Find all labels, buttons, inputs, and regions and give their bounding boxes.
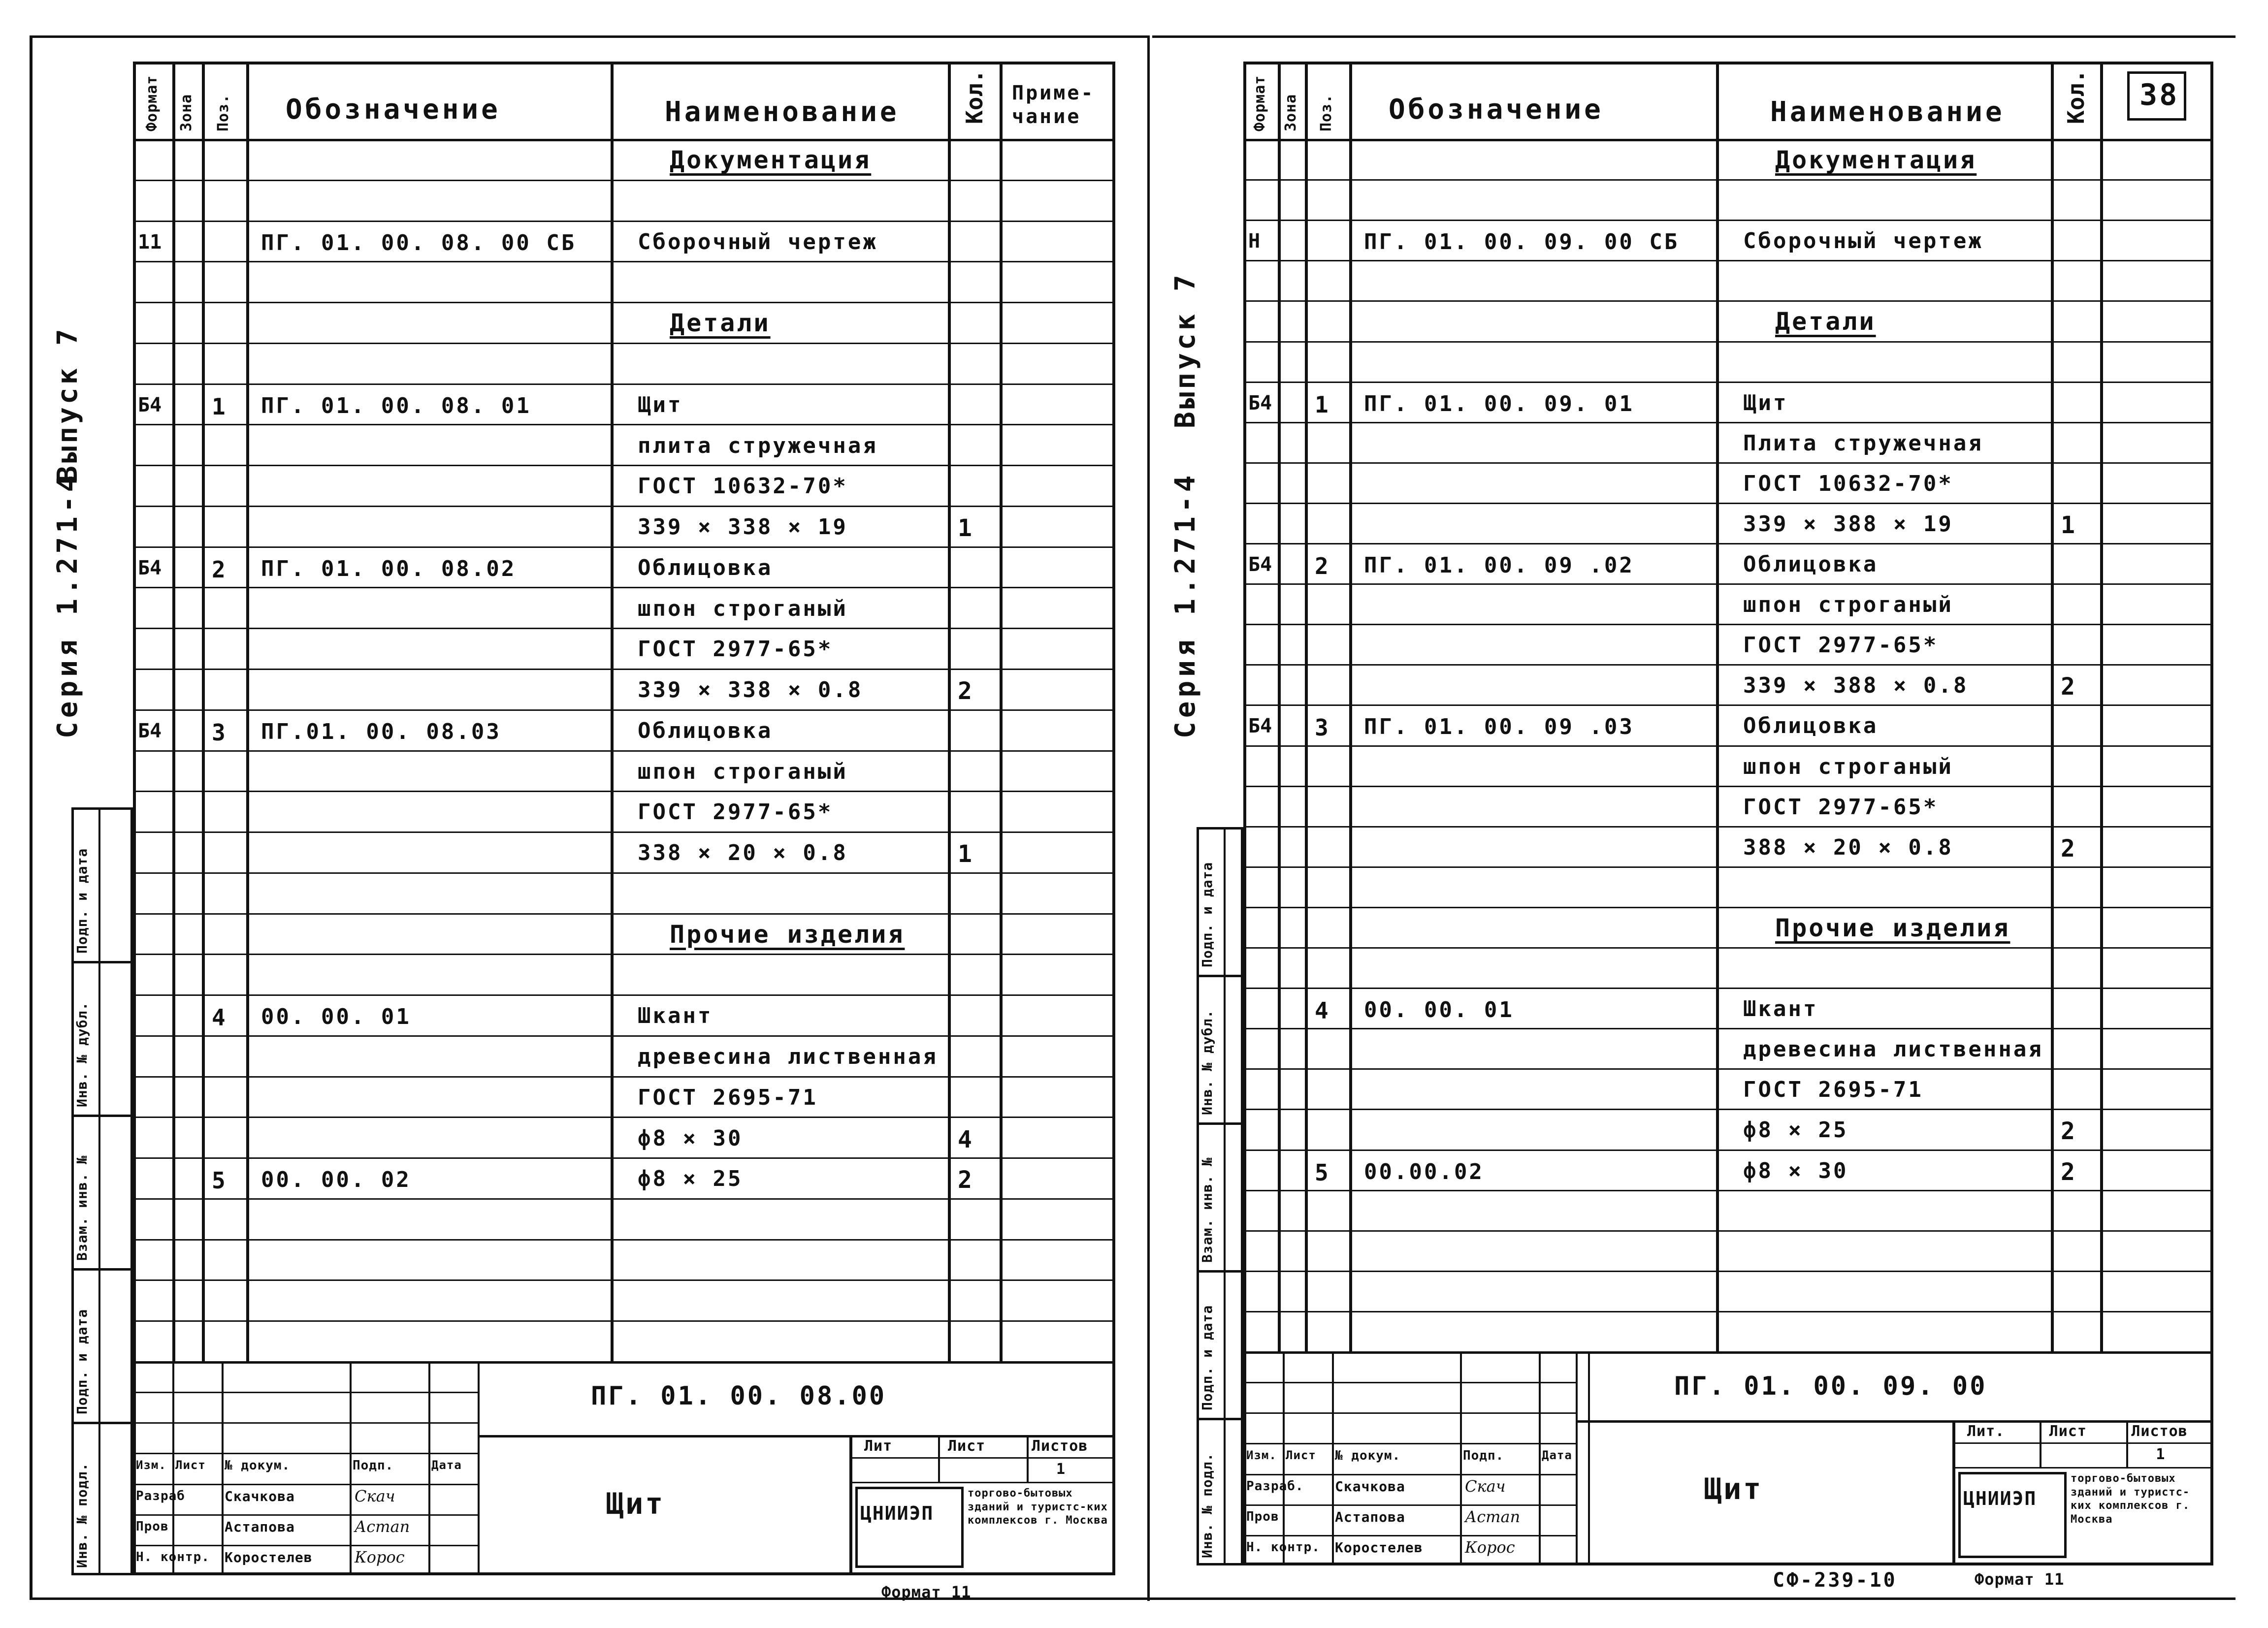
cell-name: Щит (638, 392, 683, 417)
stamp-prov-name: Астапова (225, 1519, 295, 1535)
side-stamp-label: Подп. и дата (74, 848, 90, 954)
side-stamp-line (71, 961, 133, 963)
side-stamp-label: Подп. и дата (1199, 862, 1215, 967)
header-line (1243, 139, 2213, 141)
cell-name: ГОСТ 10632-70* (1743, 471, 1953, 496)
row-line (133, 1279, 1115, 1281)
org-logo-text: ЦНИИЭП (860, 1502, 934, 1524)
cell-qty: 2 (2061, 673, 2077, 701)
stamp-list: Лист (1286, 1448, 1316, 1462)
cell-pos: 4 (1315, 997, 1330, 1024)
row-line (1243, 543, 2213, 544)
cell-name: ГОСТ 2695-71 (1743, 1077, 1923, 1103)
cell-pos: 1 (1315, 391, 1330, 418)
side-stamp-line (1197, 1418, 1243, 1420)
stamp-code: ПГ. 01. 00. 08.00 (591, 1381, 887, 1411)
stamp-row-line (1243, 1504, 1576, 1506)
cell-name: Плита стружечная (1743, 430, 1983, 456)
row-line (1243, 1311, 2213, 1312)
stamp-lit-col (1027, 1435, 1029, 1482)
row-line (133, 628, 1115, 629)
row-line (1243, 786, 2213, 787)
header-note: Приме- чание (1012, 82, 1095, 128)
stamp-podp: Подп. (1463, 1448, 1504, 1463)
stamp-list2: Лист (948, 1437, 986, 1455)
stamp-nkontr-name: Коростелев (1335, 1539, 1423, 1556)
stamp-listov: Листов (1032, 1437, 1088, 1455)
row-line (1243, 866, 2213, 868)
stamp-col-line (1332, 1351, 1334, 1565)
section-title: Прочие изделия (670, 920, 905, 949)
stamp-lit-line (1952, 1442, 2213, 1444)
cell-name: Облицовка (638, 718, 773, 743)
stamp-col-line (172, 1361, 174, 1575)
format-label: Формат 11 (881, 1583, 972, 1601)
org-logo-text: ЦНИИЭП (1963, 1488, 2037, 1509)
stamp-docnum: № докум. (225, 1458, 291, 1473)
column-line (948, 62, 951, 1361)
cell-format: Б4 (138, 393, 162, 416)
stamp-nkontr: Н. контр. (136, 1550, 210, 1565)
column-line (1349, 62, 1352, 1351)
side-stamp-line (1197, 1270, 1243, 1273)
cell-format: Б4 (1248, 715, 1272, 738)
side-stamp-label: Инв. № подл. (1199, 1452, 1215, 1558)
row-line (1243, 1068, 2213, 1070)
page-number: 38 (2139, 78, 2179, 112)
cell-designation: 00.00.02 (1364, 1159, 1484, 1184)
cell-pos: 2 (1315, 553, 1330, 580)
cell-qty: 4 (958, 1125, 974, 1153)
cell-name: ф8 × 25 (1743, 1117, 1848, 1143)
stamp-prov: Пров (1246, 1509, 1279, 1525)
column-line (1278, 62, 1281, 1351)
stamp-col-line (1539, 1351, 1541, 1565)
header-zone: Зона (178, 94, 195, 131)
cell-designation: 00. 00. 02 (261, 1167, 411, 1193)
row-line (133, 1117, 1115, 1118)
footer-code: СФ-239-10 (1773, 1569, 1897, 1592)
cell-name: шпон строганый (1743, 754, 1953, 779)
cell-qty: 2 (958, 677, 974, 705)
row-line (1243, 624, 2213, 625)
cell-designation: ПГ. 01. 00. 09 .02 (1364, 553, 1634, 578)
cell-name: ГОСТ 10632-70* (638, 474, 848, 499)
row-line (1243, 1028, 2213, 1029)
stamp-razrab-name: Скачкова (225, 1488, 295, 1504)
side-stamp-label: Подп. и дата (1199, 1305, 1215, 1410)
stamp-lit-col (938, 1435, 940, 1482)
cell-pos: 2 (212, 556, 227, 583)
cell-designation: ПГ. 01. 00. 08.02 (261, 556, 517, 581)
side-stamp-line (71, 1268, 133, 1271)
section-title: Прочие изделия (1775, 913, 2010, 942)
stamp-data: Дата (431, 1458, 462, 1472)
cell-name: ГОСТ 2695-71 (638, 1085, 818, 1110)
cell-name: 388 × 20 × 0.8 (1743, 834, 1953, 860)
row-line (133, 872, 1115, 874)
table-frame (1243, 62, 2213, 1565)
stamp-code: ПГ. 01. 00. 09. 00 (1674, 1372, 1987, 1401)
header-pos: Поз. (1318, 94, 1335, 131)
header-qty: Кол. (2063, 69, 2089, 124)
stamp-row-line (133, 1545, 478, 1546)
row-line (133, 506, 1115, 507)
format-label: Формат 11 (1975, 1570, 2065, 1589)
cell-qty: 2 (2061, 1117, 2077, 1146)
side-stamp-line (1197, 975, 1243, 977)
row-line (1243, 704, 2213, 706)
header-format: Формат (1251, 75, 1268, 131)
row-line (1243, 462, 2213, 464)
cell-designation: ПГ. 01. 00. 09 .03 (1364, 714, 1634, 740)
stamp-docnum: № докум. (1335, 1448, 1401, 1463)
stamp-col-line (478, 1361, 480, 1575)
section-title: Документация (670, 146, 872, 175)
stamp-col-line (350, 1361, 352, 1575)
row-line (133, 1076, 1115, 1078)
stamp-nkontr-signature: Корос (355, 1548, 405, 1567)
org-name: торгово-бытовых зданий и туристс-ких комплексов г. Москва (2071, 1472, 2190, 1526)
row-line (1243, 422, 2213, 423)
cell-name: Облицовка (1743, 552, 1879, 577)
stamp-code-line (478, 1435, 1115, 1437)
cell-name: Облицовка (1743, 713, 1879, 739)
side-stamp-label: Взам. инв. № (1199, 1157, 1215, 1263)
stamp-lit: Лит (864, 1437, 893, 1455)
stamp-izm: Изм. (1246, 1448, 1277, 1462)
column-line (246, 62, 249, 1361)
stamp-list: Лист (175, 1458, 206, 1472)
cell-format: Б4 (1248, 553, 1272, 576)
stamp-prov-signature: Астап (1465, 1507, 1521, 1527)
stamp-row-line (1243, 1382, 1576, 1383)
cell-name: 339 × 388 × 19 (1743, 511, 1953, 537)
header-line (133, 139, 1115, 141)
org-logo (855, 1487, 964, 1568)
column-line (611, 62, 614, 1361)
row-line (1243, 988, 2213, 989)
cell-format: Б4 (1248, 391, 1272, 415)
cell-format: Б4 (138, 556, 162, 579)
cell-name: Щит (1743, 390, 1788, 415)
stamp-prov: Пров (136, 1519, 169, 1534)
cell-name: ГОСТ 2977-65* (1743, 633, 1939, 658)
row-line (1243, 745, 2213, 747)
cell-pos: 3 (212, 719, 227, 746)
cell-format: 11 (138, 230, 162, 254)
cell-pos: 1 (212, 393, 227, 420)
stamp-nkontr-name: Коростелев (225, 1549, 313, 1566)
cell-designation: ПГ. 01. 00. 09. 00 СБ (1364, 229, 1680, 255)
row-line (133, 343, 1115, 344)
cell-name: шпон строганый (1743, 592, 1953, 618)
stamp-lit-line (849, 1457, 1115, 1459)
side-stamp-line (1197, 1122, 1243, 1125)
cell-designation: 00. 00. 01 (261, 1004, 411, 1030)
side-stamp-label: Инв. № дубл. (74, 1001, 90, 1107)
cell-qty: 2 (958, 1166, 974, 1194)
cell-designation: ПГ. 01. 00. 09. 01 (1364, 391, 1634, 416)
stamp-nkontr-signature: Корос (1465, 1538, 1515, 1557)
side-stamp-line (71, 1422, 133, 1424)
cell-qty: 1 (958, 514, 974, 543)
column-line (202, 62, 205, 1361)
cell-designation: 00. 00. 01 (1364, 997, 1514, 1023)
stamp-row-line (133, 1514, 478, 1516)
left-border (30, 35, 32, 1598)
cell-name: Сборочный чертеж (638, 229, 878, 255)
stamp-list2: Лист (2049, 1423, 2087, 1440)
stamp-prov-signature: Астап (355, 1517, 410, 1536)
top-border-left (30, 35, 1147, 38)
stamp-top-line (1243, 1351, 2213, 1354)
stamp-row-line (1243, 1474, 1576, 1475)
stamp-listov-value: 1 (2156, 1446, 2166, 1463)
row-line (1243, 1230, 2213, 1232)
table-frame (133, 62, 1115, 1575)
bottom-border (30, 1597, 2236, 1600)
side-issue: Выпуск 7 (52, 326, 84, 482)
cell-name: плита стружечная (638, 433, 878, 458)
cell-name: шпон строганый (638, 596, 848, 621)
stamp-code-line (1576, 1420, 2213, 1423)
row-line (1243, 260, 2213, 261)
stamp-prov-name: Астапова (1335, 1509, 1405, 1526)
stamp-podp: Подп. (353, 1458, 394, 1473)
stamp-listov: Листов (2131, 1423, 2188, 1440)
row-line (133, 1239, 1115, 1241)
column-line (2100, 62, 2103, 1351)
stamp-col-line (428, 1361, 430, 1575)
stamp-row-line (133, 1392, 478, 1393)
stamp-razrab-signature: Скач (1465, 1476, 1506, 1496)
cell-name: ф8 × 25 (638, 1166, 743, 1192)
row-line (1243, 1109, 2213, 1110)
row-line (133, 1157, 1115, 1159)
side-series: Серия 1.271-4 (52, 471, 84, 738)
stamp-row-line (133, 1484, 478, 1485)
top-border-right (1152, 35, 2236, 38)
stamp-title-divider (849, 1435, 852, 1575)
cell-name: древесина лиственная (1743, 1037, 2043, 1062)
row-line (133, 261, 1115, 262)
cell-name: ГОСТ 2977-65* (638, 637, 833, 662)
row-line (133, 831, 1115, 833)
stamp-razrab-signature: Скач (355, 1486, 395, 1505)
stamp-row-line (1243, 1535, 1576, 1536)
stamp-row-line (1243, 1443, 1576, 1444)
row-line (1243, 1149, 2213, 1151)
row-line (1243, 382, 2213, 383)
stamp-top-line (133, 1361, 1115, 1364)
cell-name: 338 × 20 × 0.8 (638, 840, 848, 866)
stamp-izm: Изм. (136, 1458, 166, 1472)
stamp-col-line (222, 1361, 224, 1575)
column-line (1000, 62, 1003, 1361)
row-line (1243, 1190, 2213, 1191)
cell-name: 339 × 388 × 0.8 (1743, 673, 1969, 699)
row-line (133, 994, 1115, 996)
cell-name: древесина лиственная (638, 1044, 938, 1070)
cell-name: Шкант (638, 1003, 713, 1029)
row-line (1243, 583, 2213, 585)
side-stamp-label: Инв. № дубл. (1199, 1009, 1215, 1115)
row-line (133, 1198, 1115, 1200)
row-line (133, 791, 1115, 792)
section-title: Детали (1775, 307, 1876, 336)
row-line (133, 1035, 1115, 1037)
header-format: Формат (143, 75, 161, 131)
row-line (133, 546, 1115, 548)
org-logo (1958, 1472, 2067, 1558)
cell-qty: 1 (2061, 511, 2077, 539)
cell-format: Б4 (138, 719, 162, 742)
stamp-col-line (1588, 1351, 1590, 1565)
side-stamp-label: Подп. и дата (74, 1309, 90, 1414)
row-line (1243, 341, 2213, 343)
row-line (133, 669, 1115, 670)
cell-name: ГОСТ 2977-65* (1743, 794, 1939, 820)
stamp-lit-line2 (849, 1482, 1115, 1483)
side-stamp-divider (1224, 827, 1226, 1565)
side-stamp-label: Инв. № подл. (74, 1462, 90, 1568)
side-stamp-label: Взам. инв. № (74, 1155, 90, 1261)
header-name: Наименование (665, 96, 900, 128)
section-title: Детали (670, 309, 771, 338)
header-designation: Обозначение (1389, 94, 1604, 126)
cell-name: ГОСТ 2977-65* (638, 799, 833, 825)
row-line (133, 424, 1115, 425)
row-line (133, 709, 1115, 711)
stamp-listov-value: 1 (1056, 1461, 1066, 1478)
cell-name: шпон строганый (638, 759, 848, 784)
column-line (1716, 62, 1719, 1351)
stamp-lit: Лит. (1967, 1423, 2005, 1440)
row-line (133, 465, 1115, 466)
header-pos: Поз. (215, 94, 232, 131)
row-line (133, 1320, 1115, 1322)
cell-qty: 2 (2061, 1158, 2077, 1186)
row-line (1243, 907, 2213, 908)
cell-pos: 5 (212, 1167, 227, 1194)
side-stamp-line (71, 1115, 133, 1117)
section-title: Документация (1775, 146, 1977, 175)
cell-qty: 1 (958, 840, 974, 868)
stamp-title: Щит (606, 1487, 665, 1521)
cell-designation: ПГ. 01. 00. 08. 01 (261, 393, 531, 418)
side-issue: Выпуск 7 (1169, 272, 1201, 428)
stamp-col-line (1460, 1351, 1462, 1565)
cell-designation: ПГ. 01. 00. 08. 00 СБ (261, 230, 577, 255)
row-line (1243, 1271, 2213, 1272)
stamp-lit-col (2126, 1420, 2128, 1467)
cell-name: Облицовка (638, 555, 773, 580)
stamp-title: Щит (1704, 1472, 1763, 1506)
stamp-col-line (1576, 1351, 1578, 1565)
stamp-razrab: Разраб. (1246, 1479, 1304, 1494)
row-line (133, 221, 1115, 222)
row-line (133, 954, 1115, 955)
row-line (1243, 947, 2213, 949)
header-qty: Кол. (961, 69, 988, 124)
cell-name: ф8 × 30 (638, 1125, 743, 1151)
stamp-data: Дата (1542, 1448, 1572, 1462)
cell-designation: ПГ.01. 00. 08.03 (261, 719, 501, 744)
row-line (1243, 179, 2213, 181)
row-line (133, 383, 1115, 385)
stamp-col-line (1283, 1351, 1285, 1565)
cell-name: 339 × 338 × 0.8 (638, 677, 863, 703)
column-line (1305, 62, 1308, 1351)
stamp-lit-line2 (1952, 1467, 2213, 1468)
row-line (1243, 300, 2213, 302)
column-line (172, 62, 175, 1361)
stamp-lit-col (2040, 1420, 2041, 1467)
header-name: Наименование (1770, 96, 2005, 128)
row-line (1243, 664, 2213, 666)
stamp-row-line (1243, 1412, 1576, 1414)
cell-qty: 2 (2061, 834, 2077, 862)
row-line (133, 750, 1115, 752)
center-divider (1147, 35, 1150, 1601)
cell-format: Н (1248, 230, 1261, 253)
stamp-row-line (133, 1453, 478, 1454)
stamp-row-line (133, 1422, 478, 1424)
stamp-razrab: Разраб (136, 1489, 185, 1503)
cell-name: Шкант (1743, 996, 1818, 1022)
header-designation: Обозначение (286, 94, 501, 126)
cell-name: Сборочный чертеж (1743, 228, 1983, 254)
row-line (1243, 220, 2213, 221)
side-series: Серия 1.271-4 (1169, 471, 1201, 738)
cell-pos: 4 (212, 1004, 227, 1031)
row-line (1243, 503, 2213, 504)
cell-name: ф8 × 30 (1743, 1158, 1848, 1183)
row-line (133, 913, 1115, 915)
cell-pos: 5 (1315, 1159, 1330, 1186)
header-zone: Зона (1282, 94, 1299, 131)
stamp-nkontr: Н. контр. (1246, 1540, 1320, 1555)
cell-name: 339 × 338 × 19 (638, 514, 848, 540)
row-line (133, 302, 1115, 303)
side-stamp-divider (98, 807, 100, 1575)
row-line (133, 180, 1115, 181)
row-line (133, 587, 1115, 588)
org-name: торгово-бытовых зданий и туристс-ких комплексов г. Москва (968, 1487, 1108, 1527)
stamp-razrab-name: Скачкова (1335, 1478, 1405, 1495)
row-line (1243, 826, 2213, 828)
column-line (2051, 62, 2054, 1351)
cell-pos: 3 (1315, 714, 1330, 741)
